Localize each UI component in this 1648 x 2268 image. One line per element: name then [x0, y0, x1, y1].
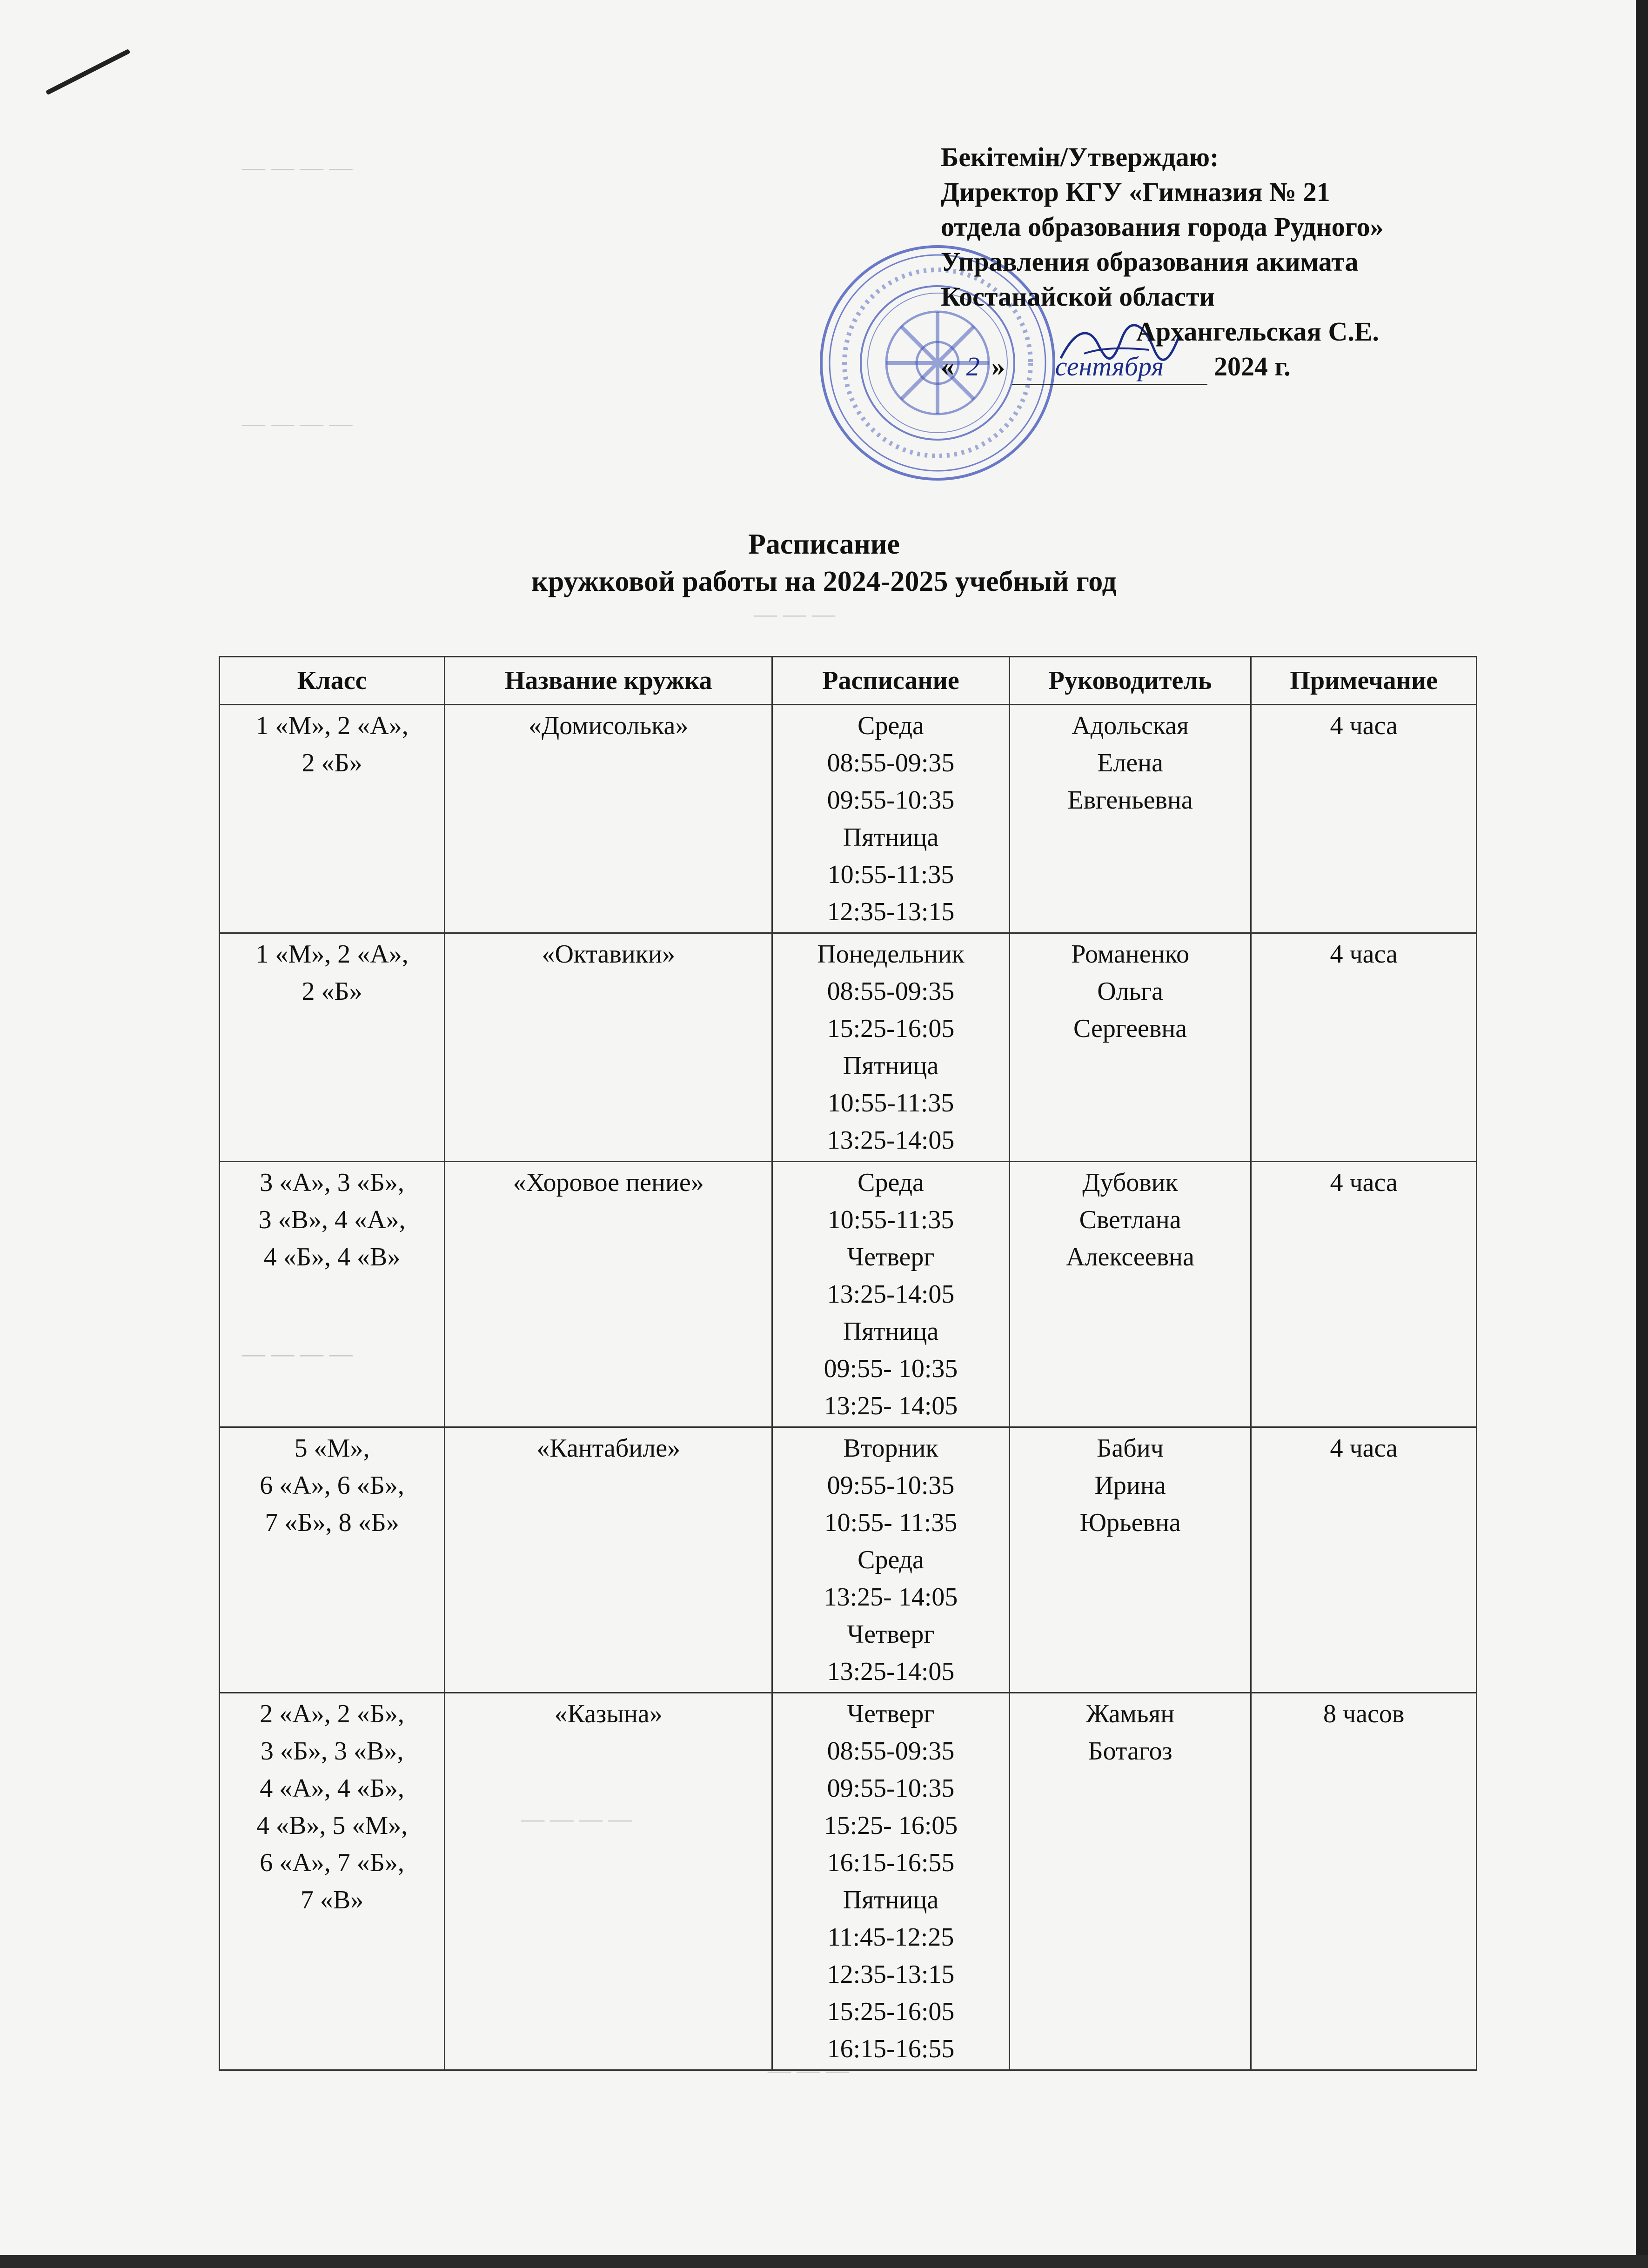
- schedule-table: [219, 656, 1477, 2071]
- table-row: [220, 705, 1477, 933]
- scan-edge-right: [1636, 0, 1648, 2268]
- approval-director: Директор КГУ «Гимназия № 21: [941, 177, 1330, 207]
- cell-club-name: «Октавики»: [445, 933, 772, 1162]
- cell-leader: Бабич Ирина Юрьевна: [1009, 1427, 1251, 1693]
- pen-mark: [46, 49, 131, 95]
- scan-edge-bottom: [0, 2255, 1648, 2268]
- approval-signer: Архангельская С.Е.: [1136, 316, 1380, 347]
- cell-schedule: Среда 10:55-11:35 Четверг 13:25-14:05 Пятница 09:55- 10:35 13:25- 14:05: [772, 1162, 1010, 1427]
- approval-heading: Бекітемін/Утверждаю:: [941, 142, 1219, 172]
- date-quote-open: «: [941, 351, 954, 381]
- approval-region: Костанайской области: [941, 281, 1215, 312]
- bleed-through-mark: — — — —: [242, 1340, 353, 1366]
- cell-schedule: Понедельник 08:55-09:35 15:25-16:05 Пятница 10:55-11:35 13:25-14:05: [772, 933, 1010, 1162]
- table-row: [220, 1693, 1477, 2070]
- cell-note: 4 часа: [1251, 705, 1477, 933]
- header-leader: Руководитель: [1009, 657, 1251, 705]
- date-quote-close: »: [991, 351, 1005, 381]
- cell-class: 1 «М», 2 «А», 2 «Б»: [220, 933, 445, 1162]
- cell-class: 1 «М», 2 «А», 2 «Б»: [220, 705, 445, 933]
- header-schedule: Расписание: [772, 657, 1010, 705]
- cell-club-name: «Домисолька»: [445, 705, 772, 933]
- approval-date: [941, 349, 1384, 385]
- bleed-through-mark: — — — —: [521, 1806, 632, 1832]
- table-header-row: [220, 657, 1477, 705]
- cell-club-name: «Кантабиле»: [445, 1427, 772, 1693]
- table-row: [220, 933, 1477, 1162]
- cell-schedule: Вторник 09:55-10:35 10:55- 11:35 Среда 13:25- 14:05 Четверг 13:25-14:05: [772, 1427, 1010, 1693]
- cell-class: 2 «А», 2 «Б», 3 «Б», 3 «В», 4 «А», 4 «Б», 4 «В», 5 «М», 6 «А», 7 «Б», 7 «В»: [220, 1693, 445, 2070]
- bleed-through-mark: — — — —: [242, 410, 353, 436]
- cell-schedule: Среда 08:55-09:35 09:55-10:35 Пятница 10:55-11:35 12:35-13:15: [772, 705, 1010, 933]
- table-row: [220, 1162, 1477, 1427]
- cell-class: 5 «М», 6 «А», 6 «Б», 7 «Б», 8 «Б»: [220, 1427, 445, 1693]
- cell-leader: Жамьян Ботагоз: [1009, 1693, 1251, 2070]
- title-line-2: кружковой работы на 2024-2025 учебный год: [531, 566, 1117, 597]
- cell-leader: Дубовик Светлана Алексеевна: [1009, 1162, 1251, 1427]
- header-club-name: Название кружка: [445, 657, 772, 705]
- cell-schedule: Четверг 08:55-09:35 09:55-10:35 15:25- 16:05 16:15-16:55 Пятница 11:45-12:25 12:35-13:15 15:25-16:05 16:15-16:55: [772, 1693, 1010, 2070]
- bleed-through-mark: — — —: [768, 2057, 849, 2083]
- date-day: 2: [966, 351, 980, 381]
- approval-block: [941, 140, 1384, 385]
- header-class: Класс: [220, 657, 445, 705]
- cell-note: 4 часа: [1251, 1162, 1477, 1427]
- approval-department: отдела образования города Рудного»: [941, 212, 1384, 242]
- cell-club-name: «Казына»: [445, 1693, 772, 2070]
- header-note: Примечание: [1251, 657, 1477, 705]
- cell-note: 4 часа: [1251, 933, 1477, 1162]
- cell-class: 3 «А», 3 «Б», 3 «В», 4 «А», 4 «Б», 4 «В»: [220, 1162, 445, 1427]
- cell-club-name: «Хоровое пение»: [445, 1162, 772, 1427]
- table-row: [220, 1427, 1477, 1693]
- date-month: сентября: [1012, 349, 1207, 385]
- document-title: [0, 526, 1648, 600]
- bleed-through-mark: — — — —: [242, 154, 353, 180]
- title-line-1: Расписание: [748, 529, 900, 560]
- date-year: 2024 г.: [1214, 351, 1291, 381]
- cell-note: 8 часов: [1251, 1693, 1477, 2070]
- cell-note: 4 часа: [1251, 1427, 1477, 1693]
- approval-management: Управления образования акимата: [941, 247, 1359, 277]
- cell-leader: Адольская Елена Евгеньевна: [1009, 705, 1251, 933]
- cell-leader: Романенко Ольга Сергеевна: [1009, 933, 1251, 1162]
- bleed-through-mark: — — —: [754, 601, 835, 627]
